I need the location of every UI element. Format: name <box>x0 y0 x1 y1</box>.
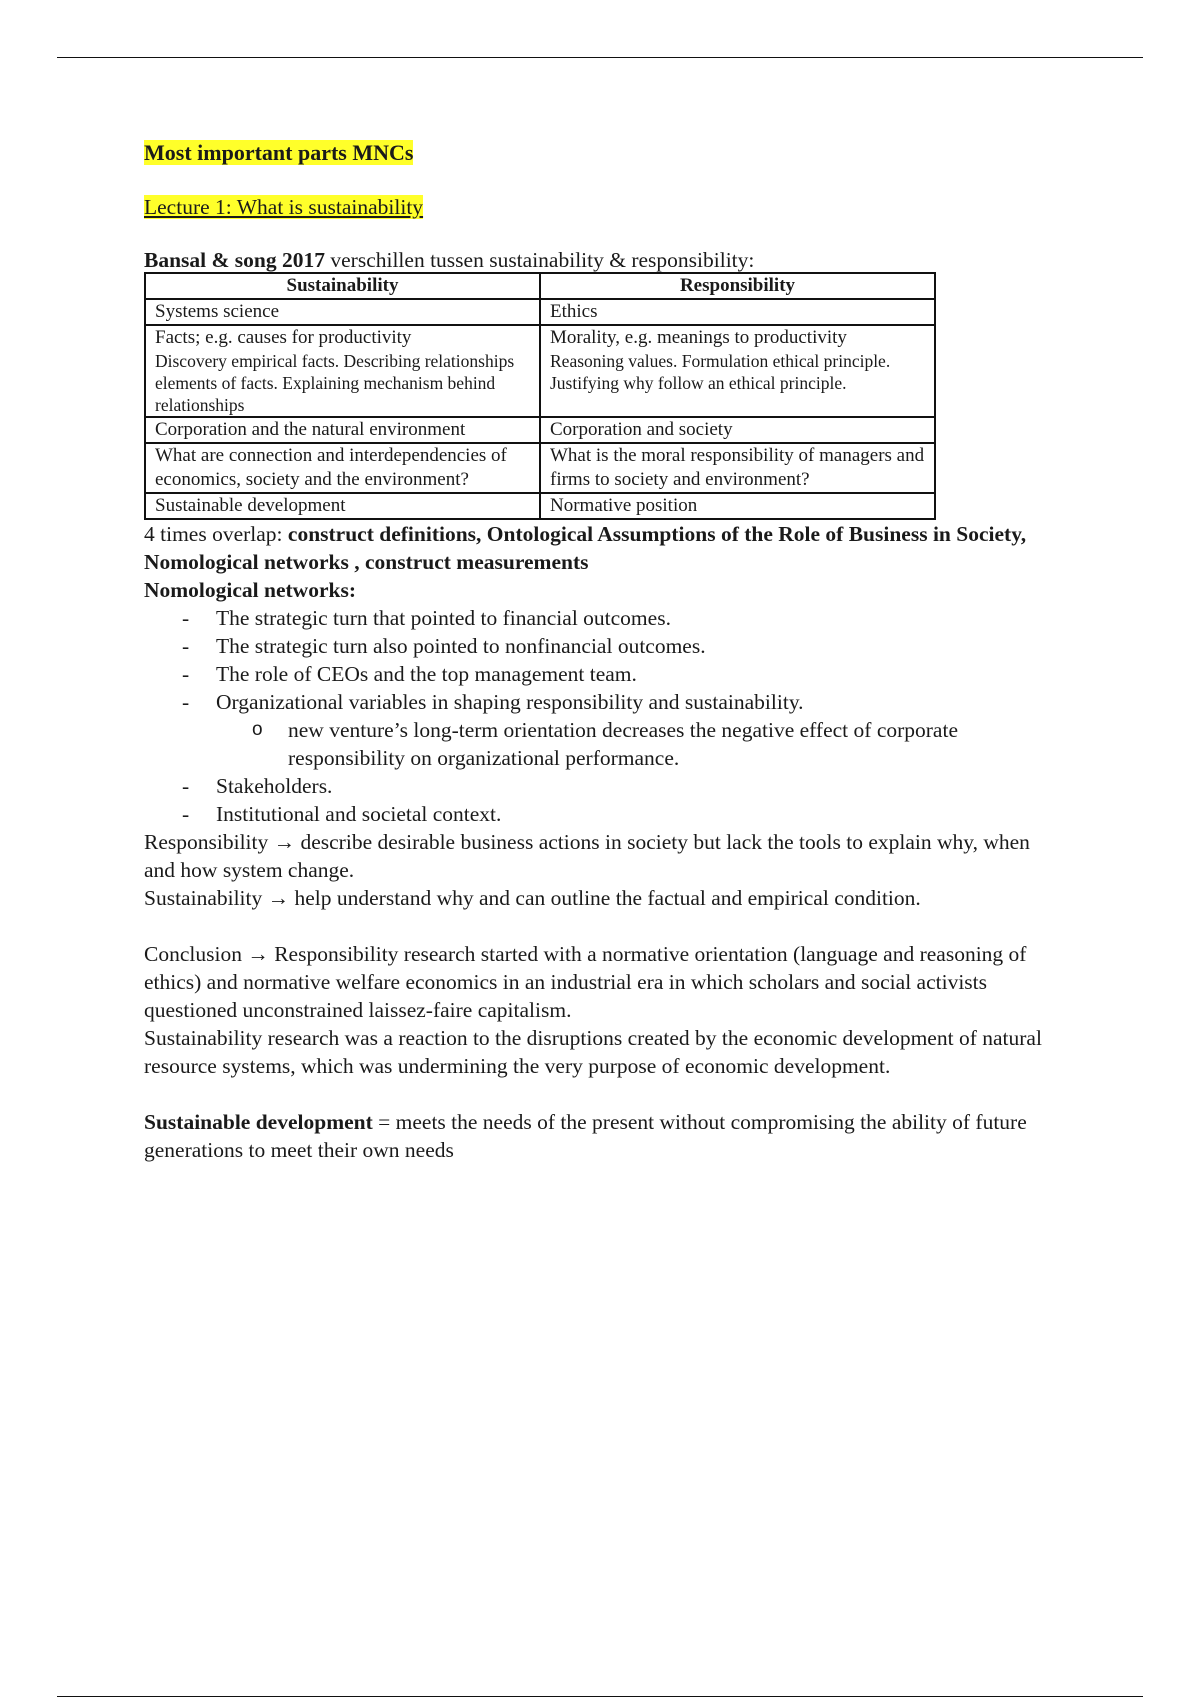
table-cell: What is the moral responsibility of managers and firms to society and environment? <box>540 443 935 493</box>
responsibility-line: Responsibility → describe desirable business actions in society but lack the tools to explain why, when and how system change. <box>144 830 1030 882</box>
footer-rule <box>57 1696 1143 1697</box>
spacer <box>144 912 1064 940</box>
table-cell: Ethics <box>540 299 935 325</box>
table-cell: Morality, e.g. meanings to productivity Reasoning values. Formulation ethical principle. Justifying why follow an ethical principle. <box>540 325 935 417</box>
table-cell: Normative position <box>540 493 935 519</box>
table-header-responsibility: Responsibility <box>540 273 935 299</box>
table-row <box>145 493 935 519</box>
networks-sublist <box>216 716 1064 772</box>
list-item: - The strategic turn also pointed to nonfinancial outcomes. <box>144 632 1064 660</box>
table-cell: Sustainable development <box>145 493 540 519</box>
intro-line: Bansal & song 2017 verschillen tussen sustainability & responsibility: <box>144 248 755 272</box>
networks-heading: Nomological networks: <box>144 578 356 602</box>
table-row <box>145 443 935 493</box>
table-row <box>145 417 935 443</box>
sub-list-item: o new venture’s long-term orientation decreases the negative effect of corporate responsibility on organizational performance. <box>216 716 1064 772</box>
comparison-table <box>144 272 936 520</box>
table-cell: Systems science <box>145 299 540 325</box>
lecture-heading: Lecture 1: What is sustainability <box>144 195 424 219</box>
list-item: - The strategic turn that pointed to financial outcomes. <box>144 604 1064 632</box>
list-item: - Organizational variables in shaping responsibility and sustainability. o new venture’s long-term orientation decreases the negative effect of corporate responsibility on organizational performance. <box>144 688 1064 772</box>
header-rule <box>57 57 1143 58</box>
list-item: - Stakeholders. <box>144 772 1064 800</box>
sustainability-research-paragraph: Sustainability research was a reaction to the disruptions created by the economic development of natural resource systems, which was undermining the very purpose of economic development. <box>144 1026 1042 1078</box>
document-title: Most important parts MNCs <box>144 140 414 165</box>
conclusion-paragraph: Conclusion → Responsibility research started with a normative orientation (language and reasoning of ethics) and normative welfare economics in an industrial era in which scholars and social activists questioned unconstrained laissez-faire capitalism. <box>144 942 1027 1022</box>
table-cell: Facts; e.g. causes for productivity Discovery empirical facts. Describing relationships elements of facts. Explaining mechanism behind relationships <box>145 325 540 417</box>
table-cell: Corporation and the natural environment <box>145 417 540 443</box>
list-item: - The role of CEOs and the top management team. <box>144 660 1064 688</box>
table-row <box>145 299 935 325</box>
spacer <box>144 1080 1064 1108</box>
overlap-paragraph: 4 times overlap: construct definitions, Ontological Assumptions of the Role of Business in Society, Nomological networks , construct measurements <box>144 522 1027 574</box>
table-header-sustainability: Sustainability <box>145 273 540 299</box>
list-item: - Institutional and societal context. <box>144 800 1064 828</box>
networks-list <box>144 604 1064 828</box>
table-cell: What are connection and interdependencies of economics, society and the environment? <box>145 443 540 493</box>
sustainable-development-definition: Sustainable development = meets the needs of the present without compromising the ability of future generations to meet their own needs <box>144 1110 1027 1162</box>
table-row <box>145 325 935 417</box>
document-body <box>144 138 1064 1164</box>
table-cell: Corporation and society <box>540 417 935 443</box>
sustainability-line: Sustainability → help understand why and can outline the factual and empirical condition. <box>144 886 921 910</box>
